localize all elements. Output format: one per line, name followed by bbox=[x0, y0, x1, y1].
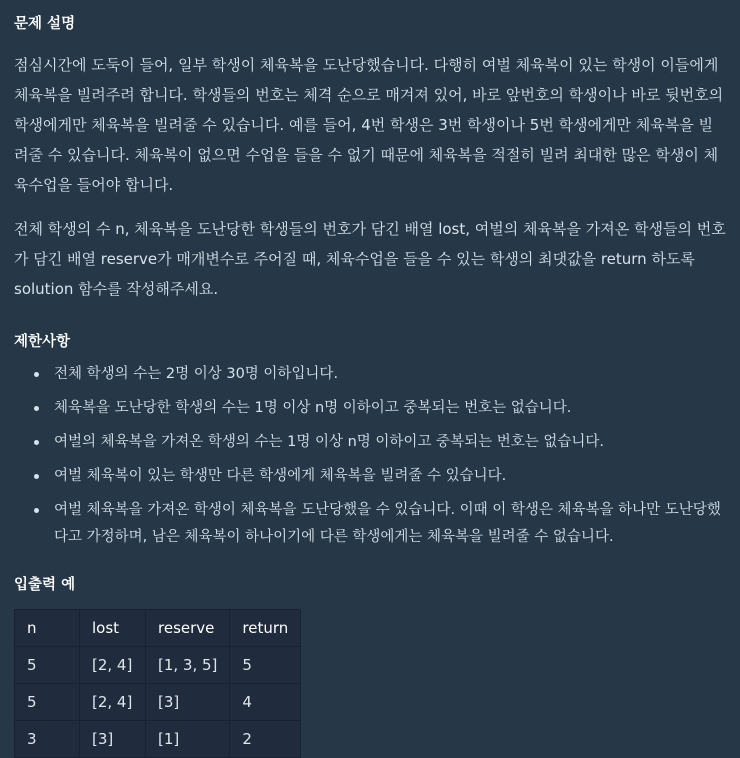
cell-n: 3 bbox=[15, 721, 80, 758]
table-row bbox=[15, 647, 301, 684]
bullet-icon bbox=[34, 406, 39, 411]
constraint-text: 체육복을 도난당한 학생의 수는 1명 이상 n명 이하이고 중복되는 번호는 없습니다. bbox=[54, 400, 572, 416]
constraint-text: 여벌 체육복이 있는 학생만 다른 학생에게 체육복을 빌려줄 수 있습니다. bbox=[54, 468, 507, 484]
cell-return: 4 bbox=[230, 684, 301, 721]
constraint-item bbox=[54, 497, 726, 551]
bullet-icon bbox=[34, 440, 39, 445]
problem-paragraph: 점심시간에 도둑이 들어, 일부 학생이 체육복을 도난당했습니다. 다행히 여벌 체육복이 있는 학생이 이들에게 체육복을 빌려주려 합니다. 학생들의 번호는 체격 순으로 매겨져 있어, 바로 앞번호의 학생이나 바로 뒷번호의 학생에게만 체육복을 빌려줄 수 있습니다. 예를 들어, 4번 학생은 3번 학생이나 5번 학생에게만 체육복을 빌려줄 수 있습니다. 체육복이 없으면 수업을 들을 수 없기 때문에 체육복을 적절히 빌려 최대한 많은 학생이 체육수업을 들어야 합니다. bbox=[14, 56, 724, 194]
column-header-n: n bbox=[15, 610, 80, 647]
cell-lost: [2, 4] bbox=[80, 684, 146, 721]
constraints-list bbox=[14, 361, 726, 551]
constraint-text: 여벌 체육복을 가져온 학생이 체육복을 도난당했을 수 있습니다. 이때 이 학생은 체육복을 하나만 도난당했다고 가정하며, 남은 체육복이 하나이기에 다른 학생에게는 체육복을 빌려줄 수 없습니다. bbox=[54, 502, 721, 545]
column-header-lost: lost bbox=[80, 610, 146, 647]
table-row bbox=[15, 721, 301, 758]
problem-paragraph: 전체 학생의 수 n, 체육복을 도난당한 학생들의 번호가 담긴 배열 lost, 여벌의 체육복을 가져온 학생들의 번호가 담긴 배열 reserve가 매개변수로 주어질 때, 체육수업을 들을 수 있는 학생의 최댓값을 return 하도록 solution 함수를 작성해주세요. bbox=[14, 220, 726, 298]
constraints-heading: 제한사항 bbox=[14, 334, 71, 350]
cell-lost: [3] bbox=[80, 721, 146, 758]
bullet-icon bbox=[34, 508, 39, 513]
table-header-row bbox=[15, 610, 301, 647]
bullet-icon bbox=[34, 474, 39, 479]
constraint-item bbox=[54, 429, 726, 456]
cell-n: 5 bbox=[15, 684, 80, 721]
cell-reserve: [1, 3, 5] bbox=[146, 647, 230, 684]
cell-return: 2 bbox=[230, 721, 301, 758]
table-row bbox=[15, 684, 301, 721]
column-header-return: return bbox=[230, 610, 301, 647]
examples-table bbox=[14, 609, 301, 758]
constraint-item bbox=[54, 361, 726, 388]
column-header-reserve: reserve bbox=[146, 610, 230, 647]
cell-reserve: [3] bbox=[146, 684, 230, 721]
cell-reserve: [1] bbox=[146, 721, 230, 758]
cell-lost: [2, 4] bbox=[80, 647, 146, 684]
cell-n: 5 bbox=[15, 647, 80, 684]
constraint-item bbox=[54, 395, 726, 422]
constraint-item bbox=[54, 463, 726, 490]
problem-heading: 문제 설명 bbox=[14, 16, 76, 32]
constraint-text: 전체 학생의 수는 2명 이상 30명 이하입니다. bbox=[54, 366, 339, 382]
constraint-text: 여벌의 체육복을 가져온 학생의 수는 1명 이상 n명 이하이고 중복되는 번호는 없습니다. bbox=[54, 434, 604, 450]
examples-heading: 입출력 예 bbox=[14, 577, 76, 593]
cell-return: 5 bbox=[230, 647, 301, 684]
bullet-icon bbox=[34, 372, 39, 377]
